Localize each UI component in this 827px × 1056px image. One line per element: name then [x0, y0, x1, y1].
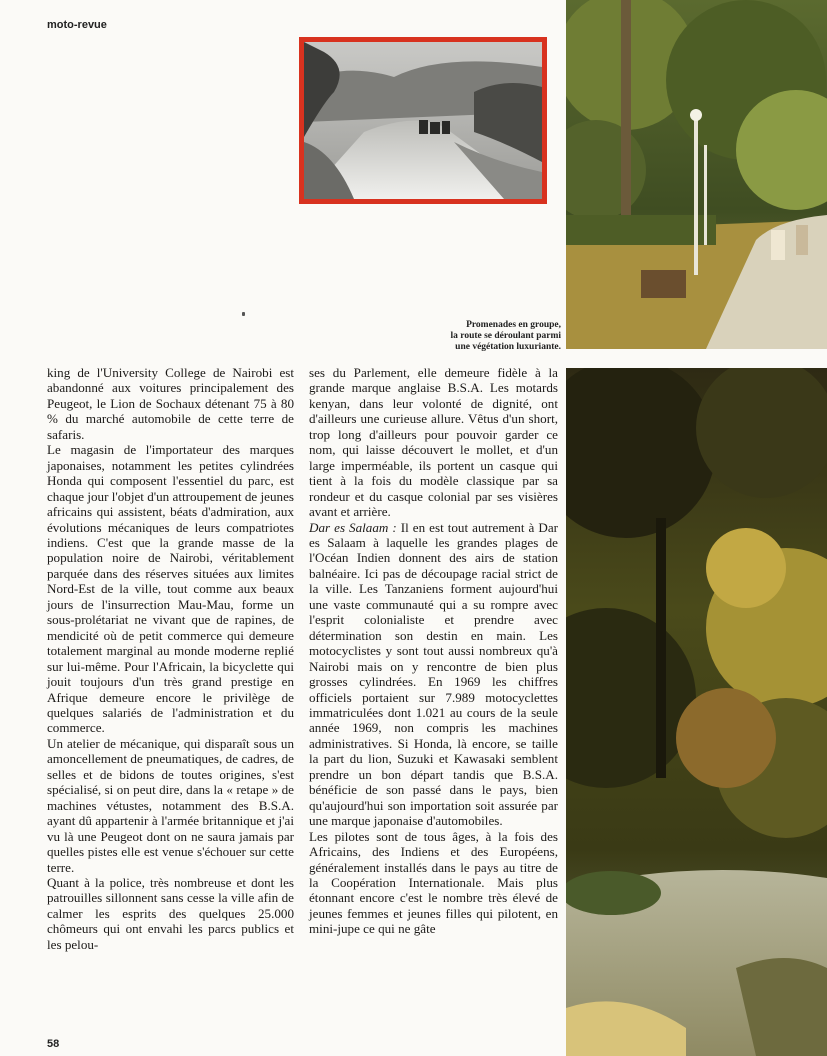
- caption-line: Promenades en groupe,: [466, 320, 561, 330]
- article-paragraph: ses du Parlement, elle demeure fidèle à la grande marque anglaise B.S.A. Les motards kenyan, dans leur volonté de dignité, ont d'ailleurs une curieuse allure. Vêtus d'un short, trop long d'ailleurs pour pouvoir garder ce nom, qui laisse découvert le mollet, et d'un large imperméable, ils portent un casque qui tient à la fois du modèle classique par sa rondeur et du casque colonial par ses visières avant et arrière.: [309, 365, 558, 520]
- article-paragraph: Le magasin de l'importateur des marques japonaises, notamment les petites cylindrées Honda qui composent l'essentiel du parc, est chaque jour l'objet d'un attroupement de jeunes africains qui assistent, béats d'admiration, aux évolutions mécaniques de leurs compatriotes indiens. C'est que la grande masse de la population noire de Nairobi, véritablement parquée dans des réserves situées aux limites Nord-Est de la ville, tout comme aux beaux jours de l'insurrection Mau-Mau, forme un sous-prolétariat ne vivant que de rapines, de mendicité où de petit commerce qui demeure totalement marginal au monde moderne replié sur lui-même. Pour l'Africain, la bicyclette qui jouit toujours d'un très grand prestige en Afrique demeure encore le privilège de quelques salariés de l'administration et du commerce.: [47, 442, 294, 736]
- color-photo-jungle-river: [566, 368, 827, 1056]
- page-number: 58: [47, 1038, 60, 1050]
- article-paragraph: Quant à la police, très nombreuse et dont les patrouilles sillonnent sans cesse la ville afin de calmer les esprits des quelques 25.000 chômeurs qui ont envahi les parcs publics et les pelou-: [47, 874, 294, 952]
- color-photo-park-road: [566, 0, 827, 349]
- article-paragraph-dar-es-salaam: [309, 520, 558, 829]
- caption-line: une végétation luxuriante.: [455, 342, 561, 352]
- article-paragraph: Un atelier de mécanique, qui disparaît sous un amoncellement de pneumatiques, de cadres, de selles et de bidons de toutes origines, s'est spécialisé, si on peut dire, dans la « retape » de machines vétustes, notamment des B.S.A. ayant dû appartenir à l'armée britannique et j'ai vu là une Peugeot dont on ne saura jamais par quelles pistes elle est venue s'échouer sur cette terre.: [47, 735, 294, 875]
- article-column-middle: [309, 365, 558, 937]
- photo-caption: [380, 320, 561, 353]
- section-lead-dar-es-salaam: Dar es Salaam :: [309, 519, 397, 535]
- article-paragraph: king de l'University College de Nairobi est abandonné aux voitures principalement des Peugeot, le Lion de Sochaux détenant 75 à 80 % du marché automobile de cette terre de safaris.: [47, 365, 294, 442]
- article-paragraph: Les pilotes sont de tous âges, à la fois des Africains, des Indiens et des Européens, généralement installés dans le pays au titre de la Coopération Internationale. Mais plus étonnant encore c'est le nombre très élevé de jeunes femmes et jeunes filles qui pilotent, en mini-jupe ce qui ne gâte: [309, 828, 558, 937]
- stray-mark: [242, 312, 245, 316]
- caption-line: la route se déroulant parmi: [450, 331, 561, 341]
- article-column-left: [47, 365, 294, 952]
- bw-photo-horses-road: [299, 37, 547, 204]
- magazine-header: moto-revue: [47, 19, 107, 31]
- section-body: Il en est tout autrement à Dar es Salaam à laquelle les grandes plages de l'Océan Indien donnent des airs de station balnéaire. Ici pas de découpage racial strict de la ville. Les Tanzaniens forment aujourd'hui une vaste communauté qui a su rompre avec l'esprit colonialiste et prendre avec détermination son destin en main. Les motocyclistes y sont tout aussi nombreux qu'à Nairobi mais on y rencontre de bien plus grosses cylindrées. En 1969 les chiffres officiels portaient sur 7.989 motocyclettes immatriculées dont 1.021 au cours de la seule année 1969, non compris les machines administratives. Si Honda, là encore, se taille la part du lion, Suzuki et Kawasaki semblent prendre un bon départ tandis que B.S.A. bénéficie de son passé dans le pays, bien qu'aujourd'hui son importation soit assurée par une marque japonaise d'automobiles.: [309, 519, 558, 829]
